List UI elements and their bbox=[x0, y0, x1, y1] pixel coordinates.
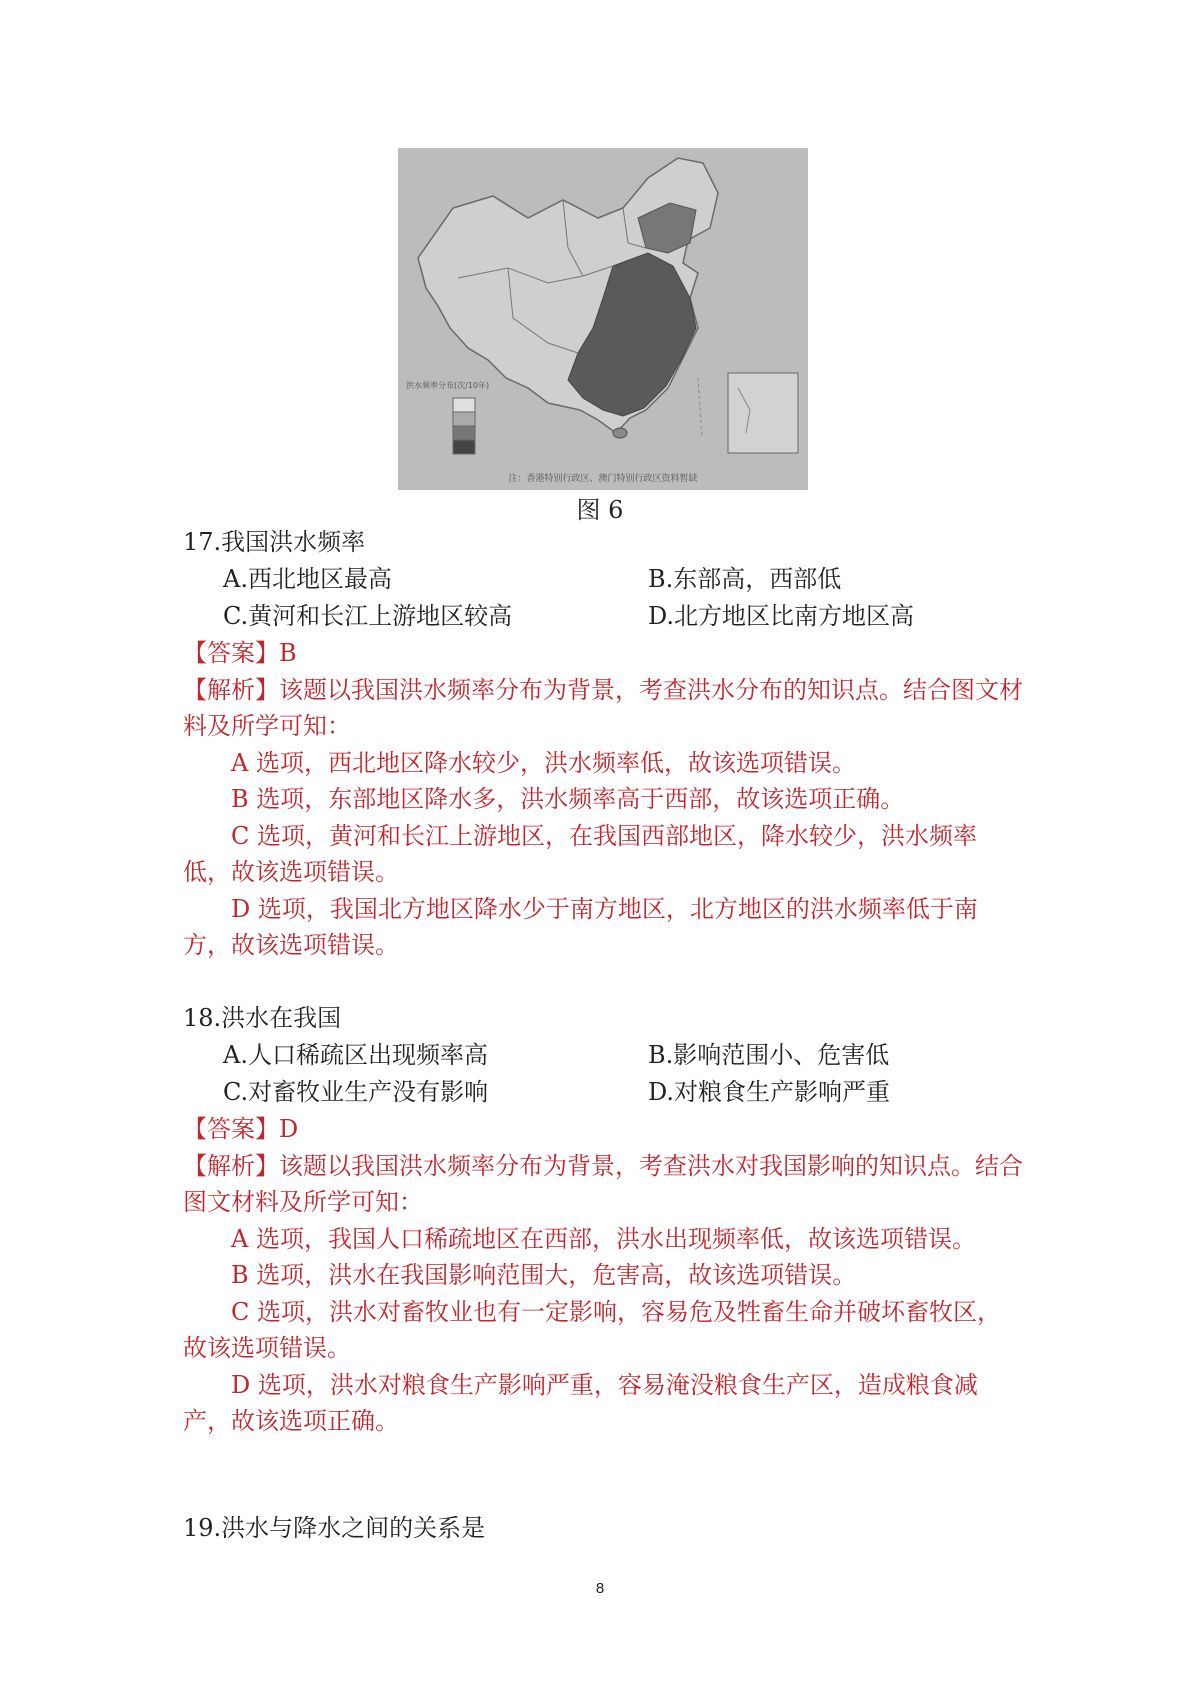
q18-analysis-d: D 选项，洪水对粮食生产影响严重，容易淹没粮食生产区，造成粮食减产，故该选项正确。 bbox=[183, 1370, 978, 1435]
q18-analysis-c: C 选项，洪水对畜牧业也有一定影响，容易危及牲畜生命并破坏畜牧区，故该选项错误。 bbox=[183, 1297, 1001, 1362]
q18-analysis-intro: 【解析】该题以我国洪水频率分布为背景，考查洪水对我国影响的知识点。结合图文材料及所学可知： bbox=[183, 1151, 1023, 1216]
question-17-stem: 17.我国洪水频率 bbox=[183, 528, 366, 556]
q17-answer-block bbox=[183, 635, 1023, 964]
q18-option-b: B.影响范围小、危害低 bbox=[648, 1041, 890, 1069]
q17-analysis-c: C 选项，黄河和长江上游地区，在我国西部地区，降水较少，洪水频率低，故该选项错误。 bbox=[183, 821, 977, 886]
page-number: 8 bbox=[595, 1580, 605, 1597]
q18-option-c: C.对畜牧业生产没有影响 bbox=[223, 1078, 489, 1106]
q17-analysis-a: A 选项，西北地区降水较少，洪水频率低，故该选项错误。 bbox=[231, 748, 856, 777]
q17-option-a: A.西北地区最高 bbox=[223, 565, 392, 593]
q17-option-c: C.黄河和长江上游地区较高 bbox=[223, 602, 513, 630]
q17-analysis-d: D 选项，我国北方地区降水少于南方地区，北方地区的洪水频率低于南方，故该选项错误。 bbox=[183, 894, 978, 959]
flood-frequency-map bbox=[398, 148, 808, 490]
q18-answer: 【答案】D bbox=[183, 1115, 299, 1143]
map-note: 注：香港特别行政区、澳门特别行政区资料暂缺 bbox=[508, 474, 698, 484]
q17-option-d: D.北方地区比南方地区高 bbox=[648, 602, 915, 630]
question-19-stem: 19.洪水与降水之间的关系是 bbox=[183, 1514, 486, 1542]
q17-option-b: B.东部高，西部低 bbox=[648, 565, 842, 593]
q17-analysis-b: B 选项，东部地区降水多，洪水频率高于西部，故该选项正确。 bbox=[231, 785, 905, 813]
question-18-stem: 18.洪水在我国 bbox=[183, 1004, 342, 1032]
figure-caption: 图 6 bbox=[576, 496, 624, 524]
map-legend-title: 洪水频率分布(次/10年) bbox=[406, 381, 490, 390]
q18-analysis-a: A 选项，我国人口稀疏地区在西部，洪水出现频率低，故该选项错误。 bbox=[231, 1224, 976, 1253]
q18-answer-block bbox=[183, 1111, 1023, 1440]
q18-option-d: D.对粮食生产影响严重 bbox=[648, 1078, 891, 1106]
q18-option-a: A.人口稀疏区出现频率高 bbox=[223, 1041, 488, 1069]
q17-analysis-intro: 【解析】该题以我国洪水频率分布为背景，考查洪水分布的知识点。结合图文材料及所学可知： bbox=[183, 675, 1023, 740]
q17-answer: 【答案】B bbox=[183, 639, 297, 667]
q18-analysis-b: B 选项，洪水在我国影响范围大，危害高，故该选项错误。 bbox=[231, 1261, 857, 1289]
china-map-graphic bbox=[398, 148, 808, 490]
